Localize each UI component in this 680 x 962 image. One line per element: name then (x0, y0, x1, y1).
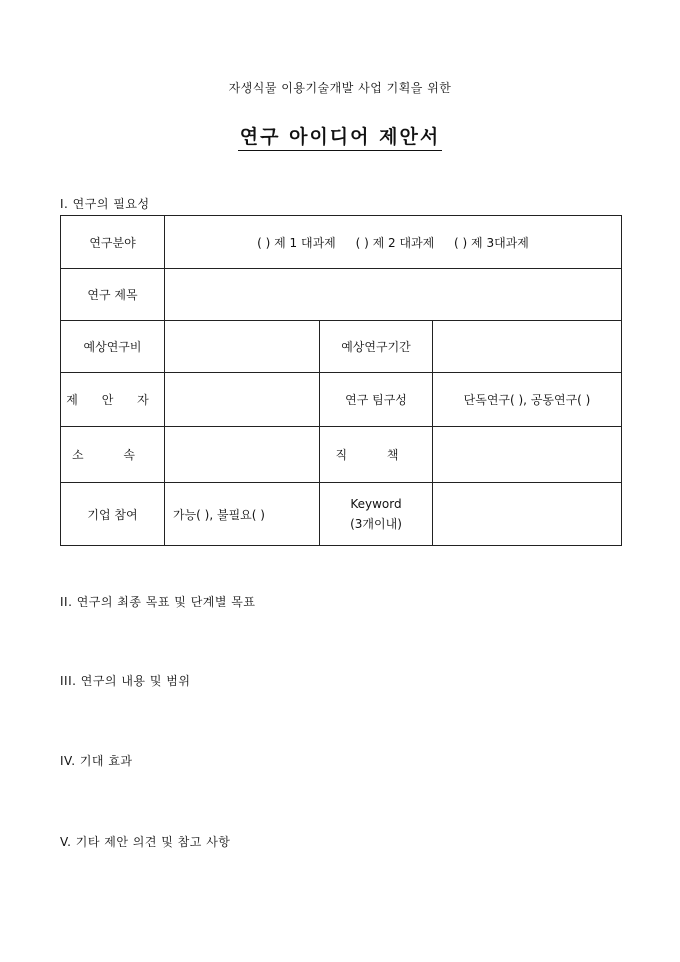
row-budget-period (61, 321, 622, 373)
research-field-option-3[interactable]: ( ) 제 3대과제 (454, 235, 529, 250)
budget-input[interactable] (165, 321, 320, 373)
affiliation-label: 소 속 (61, 427, 165, 483)
team-value[interactable]: 단독연구( ), 공동연구( ) (433, 373, 622, 427)
team-label: 연구 팀구성 (320, 373, 433, 427)
company-label: 기업 참여 (61, 483, 165, 546)
keyword-input[interactable] (433, 483, 622, 546)
period-label: 예상연구기간 (320, 321, 433, 373)
row-company-keyword (61, 483, 622, 546)
row-research-field (61, 216, 622, 269)
proposer-input[interactable] (165, 373, 320, 427)
research-field-label: 연구분야 (61, 216, 165, 269)
document-subtitle: 자생식물 이용기술개발 사업 기획을 위한 (228, 81, 452, 95)
period-input[interactable] (433, 321, 622, 373)
budget-label: 예상연구비 (61, 321, 165, 373)
affiliation-input[interactable] (165, 427, 320, 483)
row-proposer-team (61, 373, 622, 427)
company-value[interactable]: 가능( ), 불필요( ) (165, 483, 320, 546)
proposal-form-table (60, 215, 622, 546)
document-title-text: 연구 아이디어 제안서 (238, 126, 442, 151)
research-title-label: 연구 제목 (61, 269, 165, 321)
keyword-label-cell (320, 483, 433, 546)
proposer-label: 제 안 자 (61, 373, 165, 427)
keyword-label: Keyword (350, 497, 402, 511)
research-field-option-2[interactable]: ( ) 제 2 대과제 (355, 235, 435, 250)
research-field-options (165, 216, 622, 269)
position-input[interactable] (433, 427, 622, 483)
row-research-title (61, 269, 622, 321)
research-title-input[interactable] (165, 269, 622, 321)
position-label: 직 책 (320, 427, 433, 483)
section-other-heading: V. 기타 제안 의견 및 참고 사항 (60, 835, 231, 849)
research-field-option-1[interactable]: ( ) 제 1 대과제 (257, 235, 336, 250)
section-content-heading: III. 연구의 내용 및 범위 (60, 674, 191, 688)
section-necessity-heading: I. 연구의 필요성 (60, 197, 150, 211)
keyword-sub-label: (3개이내) (350, 517, 402, 531)
row-affiliation-position (61, 427, 622, 483)
section-effect-heading: IV. 기대 효과 (60, 754, 133, 768)
document-title (0, 122, 680, 149)
section-goals-heading: II. 연구의 최종 목표 및 단계별 목표 (60, 595, 256, 609)
